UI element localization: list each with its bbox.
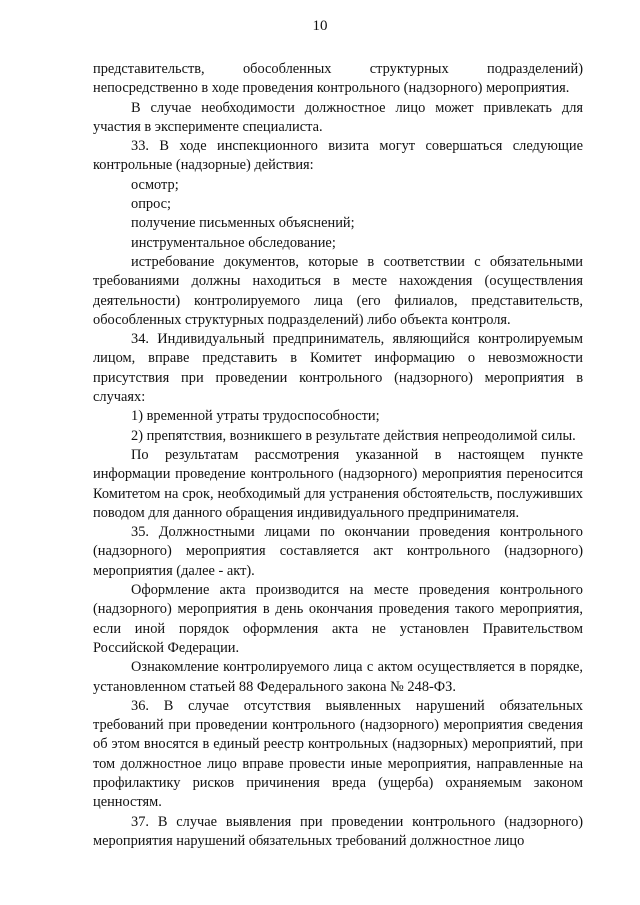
list-item: инструментальное обследование; xyxy=(131,234,336,251)
list-item: получение письменных объяснений; xyxy=(131,215,355,232)
paragraph: представительств, обособленных структурных подразделений) непосредственно в ходе проведения контрольного (надзорного) мероприятия. xyxy=(93,61,583,97)
list-item: истребование документов, которые в соответствии с обязательными требованиями должны находиться в месте нахождения (осуществления деятельности) контролируемого лица (его филиалов, представительств, обособленных структурных подразделений) либо объекта контроля. xyxy=(93,253,583,328)
paragraph-item-37: 37. В случае выявления при проведении контрольного (надзорного) мероприятия нарушений обязательных требований должностное лицо xyxy=(93,813,583,849)
document-body xyxy=(93,60,583,851)
paragraph-item-33: 33. В ходе инспекционного визита могут совершаться следующие контрольные (надзорные) действия: xyxy=(93,138,583,174)
paragraph: Ознакомление контролируемого лица с актом осуществляется в порядке, установленном статьей 88 Федерального закона № 248-ФЗ. xyxy=(93,659,583,695)
paragraph-item-35: 35. Должностными лицами по окончании проведения контрольного (надзорного) мероприятия составляется акт контрольного (надзорного) мероприятия (далее - акт). xyxy=(93,524,583,579)
list-item: 1) временной утраты трудоспособности; xyxy=(131,408,380,425)
list-item: осмотр; xyxy=(131,176,179,193)
page-number: 10 xyxy=(312,18,328,34)
paragraph-item-36: 36. В случае отсутствия выявленных нарушений обязательных требований при проведении контрольного (надзорного) мероприятия сведения об этом вносятся в единый реестр контрольных (надзорных) мероприятий, при том должностное лицо вправе провести иные мероприятия, направленные на профилактику рисков причинения вреда (ущерба) охраняемым законом ценностям. xyxy=(93,697,583,811)
paragraph: В случае необходимости должностное лицо может привлекать для участия в эксперименте специалиста. xyxy=(93,99,583,135)
list-item: 2) препятствия, возникшего в результате действия непреодолимой силы. xyxy=(131,427,576,444)
paragraph: По результатам рассмотрения указанной в настоящем пункте информации проведение контрольного (надзорного) мероприятия переносится Комитетом на срок, необходимый для устранения обстоятельств, послуживших поводом для данного обращения индивидуального предпринимателя. xyxy=(93,446,583,521)
paragraph: Оформление акта производится на месте проведения контрольного (надзорного) мероприятия в день окончания проведения такого мероприятия, если иной порядок оформления акта не установлен Правительством Российской Федерации. xyxy=(93,582,583,656)
paragraph-item-34: 34. Индивидуальный предприниматель, являющийся контролируемым лицом, вправе представить в Комитет информацию о невозможности присутствия при проведении контрольного (надзорного) мероприятия в случаях: xyxy=(93,331,583,406)
list-item: опрос; xyxy=(131,196,172,213)
